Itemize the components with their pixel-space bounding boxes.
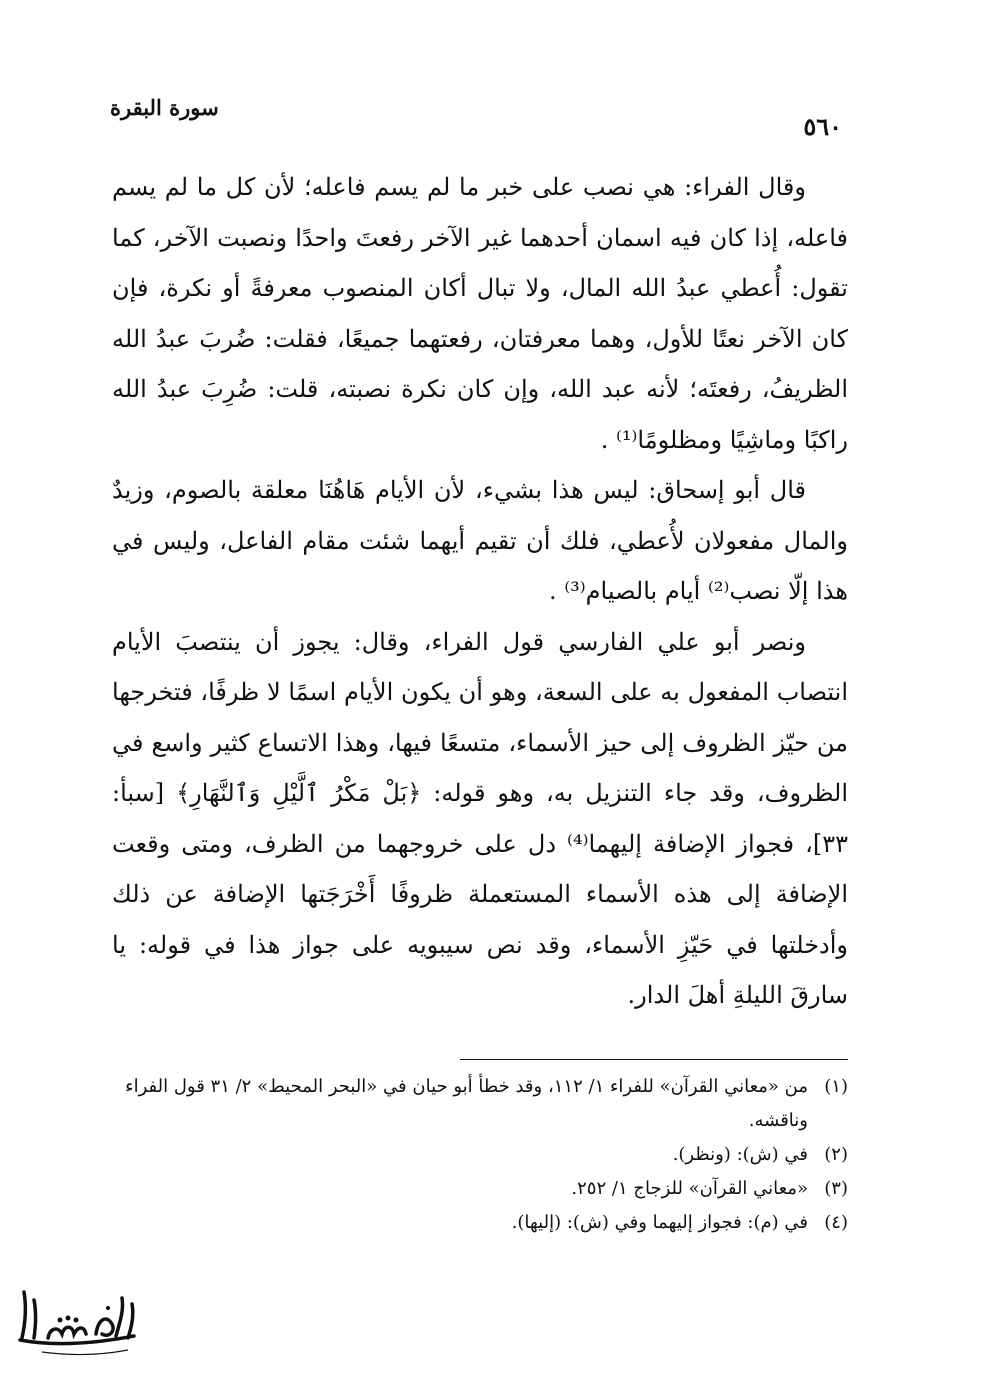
footnote-text: من «معاني القرآن» للفراء ١/ ١١٢، وقد خطأ أبو حيان في «البحر المحيط» ٢/ ٣١ قول الفراء وناقشه. <box>125 1076 808 1131</box>
page-number: ٥٦٠ <box>803 112 842 141</box>
paragraph: وقال الفراء: هي نصب على خبر ما لم يسم فاعله؛ لأن كل ما لم يسم فاعله، إذا كان فيه اسمان أحدهما غير الآخر رفعتَ واحدًا ونصبت الآخر، كما تقول: أُعطي عبدُ الله المال، ولا تبال أكان المنصوب معرفةً أو نكرة، فإن كان الآخر نعتًا للأول، وهما معرفتان، رفعتهما جميعًا، فقلت: ضُربَ عبدُ الله الظريفُ، رفعتَه؛ لأنه عبد الله، وإن كان نكرة نصبته، قلت: ضُرِبَ عبدُ الله راكبًا وماشِيًا ومظلومًا⁽¹⁾ . <box>112 173 848 454</box>
surah-title: سورة البقرة <box>110 95 219 120</box>
footnote-text: في (ش): (ونظر). <box>672 1144 808 1165</box>
footnote-text: «معاني القرآن» للزجاج ١/ ٢٥٢. <box>571 1178 808 1199</box>
calligraphy-logo-icon <box>12 1280 142 1362</box>
footnote <box>112 1138 848 1172</box>
body-text <box>112 162 848 1021</box>
paragraph: قال أبو إسحاق: ليس هذا بشيء، لأن الأيام هَاهُنَا معلقة بالصوم، وزيدٌ والمال مفعولان لأُعطي، فلك أن تقيم أيهما شئت مقام الفاعل، وليس في هذا إلّا نصب⁽²⁾ أيام بالصيام⁽³⁾ . <box>112 476 848 605</box>
footnote-divider <box>460 1059 848 1060</box>
footnote-number: (٤) <box>824 1212 848 1233</box>
paragraph: ونصر أبو علي الفارسي قول الفراء، وقال: يجوز أن ينتصبَ الأيام انتصاب المفعول به على السعة، وهو أن يكون الأيام اسمًا لا ظرفًا، فتخرجها من حيّز الظروف إلى حيز الأسماء، متسعًا فيها، وهذا الاتساع كثير واسع في الظروف، وقد جاء التنزيل به، وهو قوله: ﴿بَلْ مَكْرُ ٱلَّيْلِ وَٱلنَّهَارِ﴾ [سبأ: ٣٣]، فجواز الإضافة إليهما⁽⁴⁾ دل على خروجهما من الظرف، ومتى وقعت الإضافة إلى هذه الأسماء المستعملة ظروفًا أَخْرَجَتها الإضافة عن ذلك وأدخلتها في حَيّزِ الأسماء، وقد نص سيبويه على جواز هذا في قوله: يا سارقَ الليلةِ أهلَ الدار. <box>112 627 848 1009</box>
footnote-number: (١) <box>824 1076 848 1097</box>
footnote <box>112 1070 848 1138</box>
footnote <box>112 1206 848 1240</box>
footnote-number: (٢) <box>824 1144 848 1165</box>
footnote-text: في (م): فجواز إليهما وفي (ش): (إليها). <box>511 1212 808 1233</box>
footnotes <box>112 1070 848 1240</box>
footnote-number: (٣) <box>824 1178 848 1199</box>
footnote <box>112 1172 848 1206</box>
